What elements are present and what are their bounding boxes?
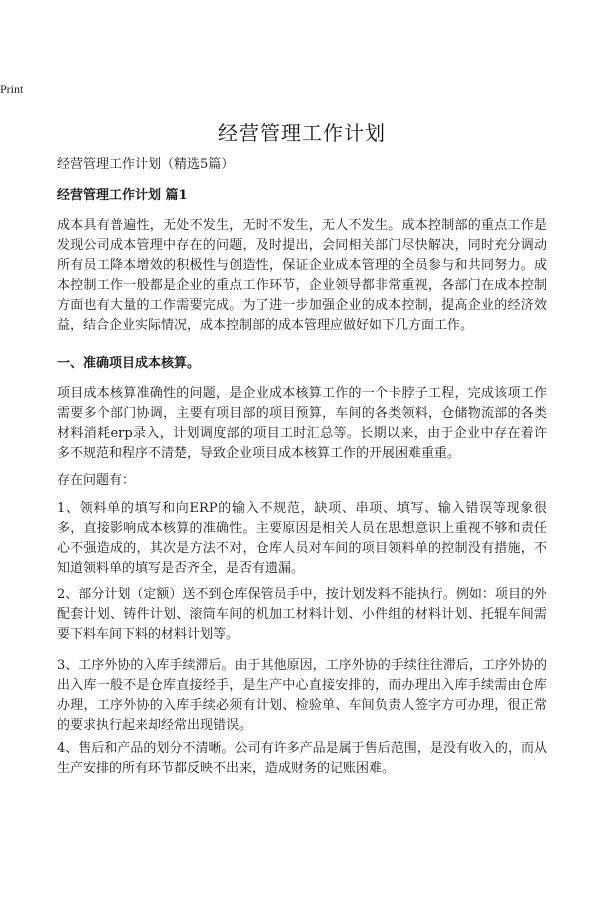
problem-item-4: 4、售后和产品的划分不清晰。公司有许多产品是属于售后范围，是没有收入的，而从生产安排的所有环节都反映不出来，造成财务的记账困难。 [57,741,547,776]
problem-item-1: 1、领料单的填写和向ERP的输入不规范，缺项、串项、填写、输入错误等现象很多，直接影响成本核算的准确性。主要原因是相关人员在思想意识上重视不够和责任心不强造成的，其次是方法不对，仓库人员对车间的项目领料单的控制没有措施，不知道领料单的填写是否齐全，是否有遗漏。 [57,501,547,576]
section-heading: 经营管理工作计划 篇1 [57,188,188,203]
problems-label: 存在问题有： [57,473,136,488]
page-title: 经营管理工作计划 [218,121,386,145]
problem-item-2: 2、部分计划（定额）送不到仓库保管员手中，按计划发料不能执行。例如：项目的外配套计划、铸件计划、滚筒车间的机加工材料计划、小件组的材料计划、托辊车间需要下料车间下料的材料计划等。 [57,587,547,642]
problem-item-3: 3、工序外协的入库手续滞后。由于其他原因，工序外协的手续往往滞后，工序外协的出入库一般不是仓库直接经手，是生产中心直接安排的，而办理出入库手续需由仓库办理，工序外协的入库手续必须有计划、检验单、车间负责人签字方可办理，很正常的要求执行起来却经常出现错误。 [57,658,547,733]
intro-paragraph: 成本具有普遍性，无处不发生，无时不发生，无人不发生。成本控制部的重点工作是发现公司成本管理中存在的问题，及时提出，会同相关部门尽快解决，同时充分调动所有员工降本增效的积极性与创造性，保证企业成本管理的全员参与和共同努力。成本控制工作一般都是企业的重点工作环节，企业领导都非常重视，各部门在成本控制方面也有大量的工作需要完成。为了进一步加强企业的成本控制，提高企业的经济效益，结合企业实际情况，成本控制部的成本管理应做好如下几方面工作。 [57,218,547,333]
print-label[interactable]: Print [0,82,24,96]
point-one-paragraph: 项目成本核算准确性的问题，是企业成本核算工作的一个卡脖子工程，完成该项工作需要多个部门协调，主要有项目部的项目预算，车间的各类领料，仓储物流部的各类材料消耗erp录入，计划调度部的项目工时汇总等。长期以来，由于企业中存在着许多不规范和程序不清楚，导致企业项目成本核算工作的开展困难重重。 [57,386,547,461]
document-subtitle: 经营管理工作计划（精选5篇） [57,157,235,172]
point-one-heading: 一、准确项目成本核算。 [57,356,201,371]
